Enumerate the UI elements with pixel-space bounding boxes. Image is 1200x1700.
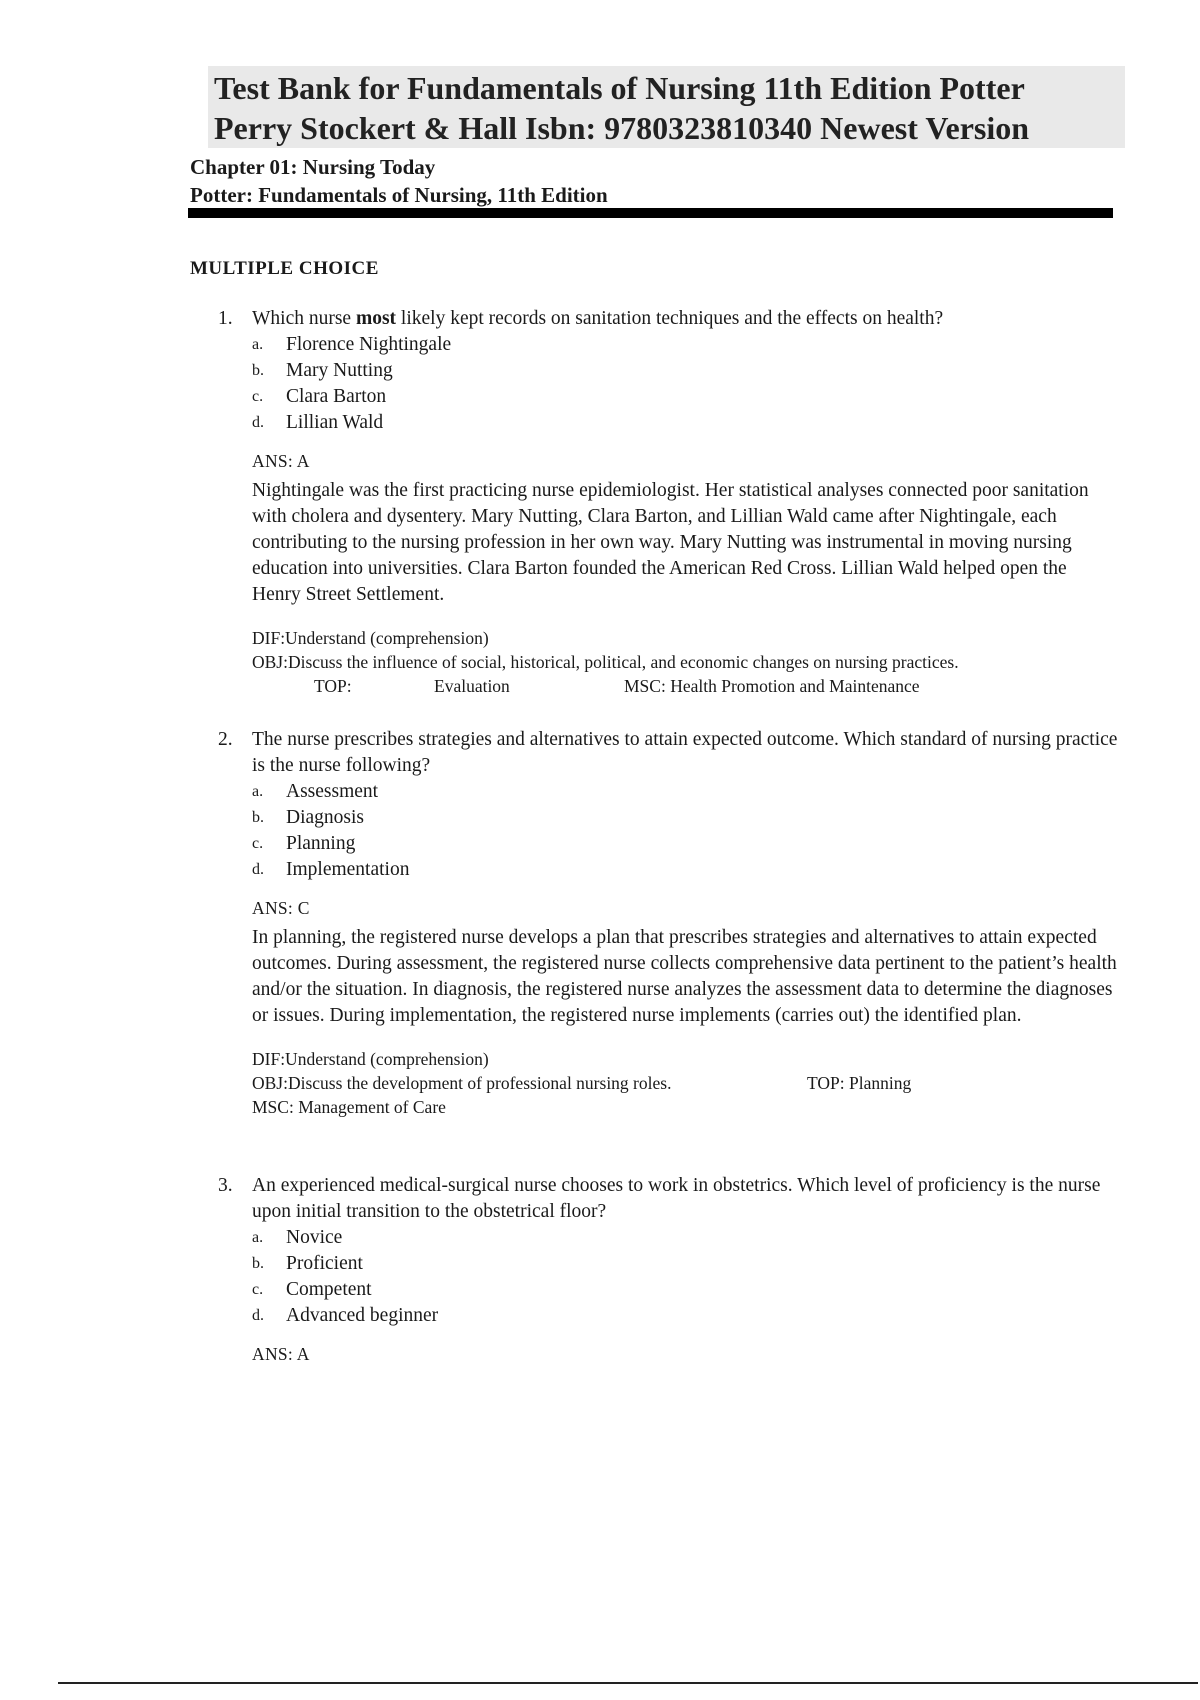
msc: MSC: Management of Care: [252, 1097, 446, 1117]
option-a: [252, 779, 1118, 805]
answer-key: ANS: A: [252, 1344, 310, 1364]
objective: OBJ:Discuss the development of professional nursing roles.: [252, 1073, 672, 1093]
book-heading: Potter: Fundamentals of Nursing, 11th Edition: [190, 183, 608, 207]
stem-part: likely kept records on sanitation techniques and the effects on health?: [396, 308, 944, 329]
option-d: [252, 1303, 1118, 1329]
option-text: Competent: [286, 1279, 372, 1300]
stem-part: Which nurse: [252, 308, 356, 329]
option-b: [252, 805, 1118, 831]
question-text: An experienced medical-surgical nurse chooses to work in obstetrics. Which level of proficiency is the nurse upon initial transition to the obstetrical floor?: [252, 1175, 1101, 1222]
option-text: Implementation: [286, 859, 410, 880]
chapter-heading: Chapter 01: Nursing Today: [190, 155, 436, 179]
option-c: [252, 384, 1118, 410]
option-d: [252, 410, 1118, 436]
option-letter: d.: [252, 1307, 264, 1324]
rationale: In planning, the registered nurse develops a plan that prescribes strategies and alternatives to attain expected outcomes. During assessment, the registered nurse collects comprehensive data pertinent to the patient’s health and/or the situation. In diagnosis, the registered nurse analyzes the assessment data to determine the diagnoses or issues. During implementation, the registered nurse implements (carries out) the identified plan.: [252, 927, 1117, 1026]
question-stem: [218, 1173, 1118, 1225]
option-text: Proficient: [286, 1253, 363, 1274]
option-letter: b.: [252, 362, 264, 379]
question-text: The nurse prescribes strategies and alternatives to attain expected outcome. Which standard of nursing practice is the nurse following?: [252, 729, 1118, 776]
meta-row: [252, 1071, 1118, 1095]
option-text: Assessment: [286, 781, 379, 802]
stem-emphasis: most: [355, 308, 397, 329]
meta-row: [252, 674, 1118, 698]
topic-value: Evaluation: [434, 676, 510, 696]
option-a: [252, 1225, 1118, 1251]
title-line-1: Test Bank for Fundamentals of Nursing 11th Edition Potter: [214, 70, 1025, 106]
question-number: 2.: [218, 729, 233, 750]
option-text: Novice: [286, 1227, 343, 1248]
question-2: [218, 727, 1118, 1119]
option-text: Florence Nightingale: [286, 334, 452, 355]
topic: TOP: Planning: [807, 1073, 912, 1093]
option-letter: c.: [252, 1281, 264, 1298]
question-number: 3.: [218, 1175, 233, 1196]
option-a: [252, 332, 1118, 358]
option-b: [252, 358, 1118, 384]
title-line-2: Perry Stockert & Hall Isbn: 9780323810340 Newest Version: [214, 110, 1030, 146]
difficulty: DIF:Understand (comprehension): [252, 1049, 489, 1069]
option-b: [252, 1251, 1118, 1277]
option-list: [252, 332, 1118, 436]
option-letter: a.: [252, 783, 264, 800]
header-divider: [188, 208, 1113, 218]
option-letter: b.: [252, 1255, 264, 1272]
option-letter: c.: [252, 835, 264, 852]
option-d: [252, 857, 1118, 883]
question-1: [218, 306, 1118, 698]
topic-label: TOP:: [314, 676, 352, 696]
answer-key: ANS: C: [252, 898, 310, 918]
difficulty: DIF:Understand (comprehension): [252, 628, 489, 648]
question-3: [218, 1173, 1118, 1371]
option-text: Diagnosis: [286, 807, 364, 828]
document-title: [208, 66, 1125, 148]
option-text: Advanced beginner: [286, 1305, 439, 1326]
option-letter: d.: [252, 414, 264, 431]
footer-divider: [58, 1682, 1198, 1684]
option-text: Clara Barton: [286, 386, 387, 407]
question-metadata: [252, 626, 1118, 698]
question-stem: [218, 727, 1118, 779]
option-letter: b.: [252, 809, 264, 826]
option-letter: a.: [252, 1229, 264, 1246]
answer-key: ANS: A: [252, 451, 310, 471]
question-stem: [218, 306, 1118, 332]
option-c: [252, 1277, 1118, 1303]
option-text: Planning: [286, 833, 356, 854]
option-text: Mary Nutting: [286, 360, 393, 381]
option-letter: a.: [252, 336, 264, 353]
option-text: Lillian Wald: [286, 412, 384, 433]
option-letter: c.: [252, 388, 264, 405]
msc: MSC: Health Promotion and Maintenance: [624, 676, 920, 696]
option-list: [252, 1225, 1118, 1329]
section-heading: MULTIPLE CHOICE: [190, 258, 379, 279]
question-text: [252, 306, 1118, 332]
option-list: [252, 779, 1118, 883]
option-c: [252, 831, 1118, 857]
rationale: Nightingale was the first practicing nurse epidemiologist. Her statistical analyses connected poor sanitation with cholera and dysentery. Mary Nutting, Clara Barton, and Lillian Wald came after Nightingale, each contributing to the nursing profession in her own way. Mary Nutting was instrumental in moving nursing education into universities. Clara Barton founded the American Red Cross. Lillian Wald helped open the Henry Street Settlement.: [252, 480, 1089, 605]
objective: OBJ:Discuss the influence of social, historical, political, and economic changes on nursing practices.: [252, 652, 959, 672]
option-letter: d.: [252, 861, 264, 878]
question-metadata: [252, 1047, 1118, 1119]
question-number: 1.: [218, 308, 233, 329]
